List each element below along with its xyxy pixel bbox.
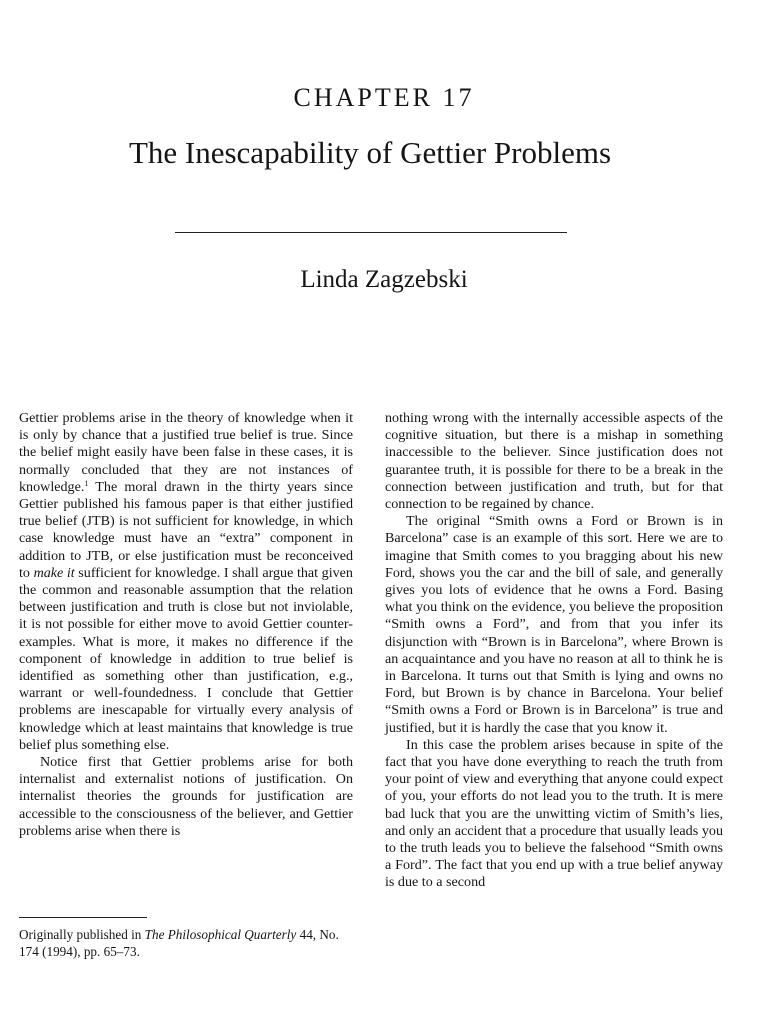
title-divider xyxy=(175,232,567,233)
paragraph: Gettier problems arise in the theory of knowledge when it is only by chance that a justified true belief is true. Since the belief might easily have been false in these cases, it is normally concluded that they are not instances of knowledge.$^1$ The moral drawn in the thirty years since Gettier published his famous paper is that either justified true belief (JTB) is not sufficient for knowledge, in which case knowledge must have an “extra” component in addition to JTB, or else justification must be reconceived to make it sufficient for knowledge. I shall argue that given the common and reasonable assumption that the relation between justification and truth is close but not inviolable, it is not possible for either move to avoid Gettier counter-examples. What is more, it makes no difference if the component of knowledge in addition to true belief is identified as something other than justification, e.g., warrant or well-foundedness. I conclude that Gettier problems are inescapable for virtually every analysis of knowledge which at least maintains that knowledge is true belief plus something else. xyxy=(19,410,353,753)
right-column xyxy=(385,410,723,892)
footnote-divider xyxy=(19,917,147,918)
footnote-ref[interactable]: 1 xyxy=(84,478,89,488)
paragraph: The original “Smith owns a Ford or Brown is in Barcelona” case is an example of this sort. Here we are to imagine that Smith comes to you bragging about his new Ford, shows you the car and the bill of sale, and generally gives you lots of evidence that he owns a Ford. Basing what you think on the evidence, you believe the proposition “Smith owns a Ford”, and from that you infer its disjunction with “Brown is in Barcelona”, where Brown is an acquaintance and you have no reason at all to think he is in Barcelona. It turns out that Smith is lying and owns no Ford, but Brown is by chance in Barcelona. Your belief “Smith owns a Ford or Brown is in Barcelona” is true and justified, but it is hardly the case that you know it. xyxy=(385,513,723,736)
left-column xyxy=(19,410,353,840)
footnote: Originally published in The Philosophical Quarterly 44, No. 174 (1994), pp. 65–73. xyxy=(19,927,339,959)
author-name: Linda Zagzebski xyxy=(300,266,468,293)
paragraph: In this case the problem arises because in spite of the fact that you have done everything to reach the truth from your point of view and everything that anyone could expect of you, your efforts do not lead you to the truth. It is mere bad luck that you are the unwitting victim of Smith’s lies, and only an accident that a procedure that usually leads you to the truth leads you to believe the falsehood “Smith owns a Ford”. The fact that you end up with a true belief anyway is due to a second xyxy=(385,736,723,891)
chapter-title: The Inescapability of Gettier Problems xyxy=(128,135,612,170)
paragraph: Notice first that Gettier problems arise for both internalist and externalist notions of justification. On internalist theories the grounds for justification are accessible to the consciousness of the believer, and Gettier problems arise when there is xyxy=(19,754,353,839)
chapter-label: CHAPTER 17 xyxy=(293,83,475,112)
paragraph: nothing wrong with the internally accessible aspects of the cognitive situation, but there is a mishap in something inaccessible to the believer. Since justification does not guarantee truth, it is possible for there to be a break in the connection between justification and truth, but for that connection to be regained by chance. xyxy=(385,410,723,513)
